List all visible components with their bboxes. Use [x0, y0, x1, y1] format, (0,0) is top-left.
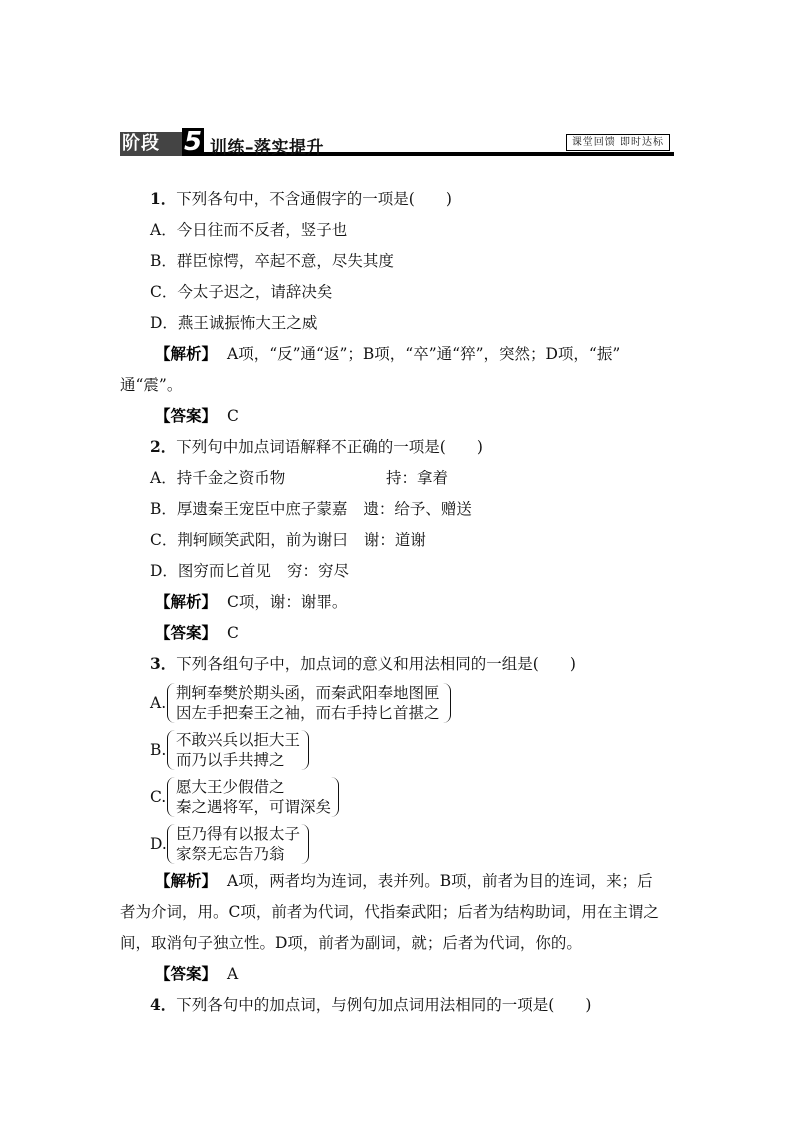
q1-analysis-text: A项，“反”通“返”；B项，“卒”通“猝”，突然；D项，“振” [227, 345, 621, 363]
q3-analysis-cont-1: 者为介词，用。C项，前者为代词，代指秦武阳；后者为结构助词，用在主谓之 [120, 903, 659, 921]
q3-option-d-line2: 家祭无忘告乃翁 [176, 845, 285, 863]
q2-option-a-text: A．持千金之资币物 [150, 469, 286, 487]
left-brace [167, 730, 176, 770]
q1-analysis-cont: 通“震”。 [120, 376, 183, 394]
q2-analysis [155, 592, 347, 612]
analysis-label: 【解析】 [155, 871, 218, 890]
q1-analysis [155, 344, 620, 364]
q2-option-c-text: C．荆轲顾笑武阳，前为谢曰 [150, 531, 348, 549]
q3-option-d-label: D. [150, 835, 167, 853]
q3-analysis [155, 871, 653, 891]
q3-stem [150, 654, 576, 674]
q3-stem-text: 下列各组句子中，加点词的意义和用法相同的一组是( ) [176, 655, 576, 673]
q3-number: 3． [150, 654, 177, 673]
q2-option-a [150, 468, 449, 488]
q3-option-d-line1: 臣乃得有以报太子 [176, 825, 301, 843]
q3-answer [155, 964, 238, 984]
answer-label: 【答案】 [155, 406, 218, 425]
q3-option-b-line1: 不敢兴兵以拒大王 [176, 731, 301, 749]
q2-option-b-text: B．厚遗秦王宠臣中庶子蒙嘉 [150, 500, 348, 518]
q2-analysis-text: C项，谢：谢罪。 [227, 593, 348, 611]
q1-stem-text: 下列各句中，不含通假字的一项是( ) [176, 190, 452, 208]
banner-tag: 课堂回馈 即时达标 [566, 134, 670, 151]
analysis-label: 【解析】 [155, 344, 218, 363]
q4-number: 4． [150, 995, 177, 1014]
q2-option-d-text: D．图穷而匕首见 [150, 562, 271, 580]
q3-option-b [150, 730, 310, 770]
q1-option-d: D．燕王诚振怖大王之威 [150, 314, 318, 332]
q2-option-c-gloss: 谢：道谢 [363, 531, 426, 549]
left-brace [167, 777, 176, 817]
q2-answer-value: C [227, 624, 239, 642]
q3-option-a-label: A. [150, 694, 167, 712]
banner-stage: 阶段 [120, 132, 182, 156]
q2-stem-text: 下列句中加点词语解释不正确的一项是( ) [176, 438, 483, 456]
section-banner [120, 127, 674, 158]
q2-stem [150, 437, 483, 457]
q3-option-a [150, 683, 460, 723]
q1-stem [150, 189, 452, 209]
q3-option-b-label: B. [150, 741, 167, 759]
q2-number: 2． [150, 437, 177, 456]
q3-option-a-line1: 荆轲奉樊於期头函，而秦武阳奉地图匣 [176, 684, 440, 702]
q2-option-d-gloss: 穷：穷尽 [286, 562, 349, 580]
q2-option-b-gloss: 遗：给予、赠送 [363, 500, 472, 518]
left-brace [167, 683, 176, 723]
q3-answer-value: A [227, 965, 239, 983]
right-brace [442, 683, 451, 723]
q2-option-d [150, 561, 349, 581]
q3-option-c-line2: 秦之遇将军，可谓深矣 [176, 798, 332, 816]
q3-option-c-line1: 愿大王少假借之 [176, 778, 285, 796]
banner-stage-number: 5 [183, 127, 203, 157]
q1-option-c: C．今太子迟之，请辞决矣 [150, 283, 333, 301]
q3-option-c [150, 777, 350, 817]
banner-title: 训练–落实提升 [210, 138, 324, 158]
analysis-label: 【解析】 [155, 592, 218, 611]
answer-label: 【答案】 [155, 623, 218, 642]
q1-option-b: B．群臣惊愕，卒起不意，尽失其度 [150, 252, 394, 270]
left-brace [167, 824, 176, 864]
q3-option-a-line2: 因左手把秦王之袖，而右手持匕首揕之 [176, 704, 440, 722]
q2-option-c [150, 530, 426, 550]
q3-analysis-text: A项，两者均为连词，表并列。B项，前者为目的连词，来；后 [227, 872, 653, 890]
q1-number: 1． [150, 189, 177, 208]
q1-option-a: A．今日往而不反者，竖子也 [150, 221, 348, 239]
q3-analysis-cont-2: 间，取消句子独立性。D项，前者为副词，就；后者为代词，你的。 [120, 934, 582, 952]
q2-option-b [150, 499, 472, 519]
q4-stem-text: 下列各句中的加点词，与例句加点词用法相同的一项是( ) [176, 996, 592, 1014]
right-brace [300, 824, 309, 864]
q1-answer-value: C [227, 407, 239, 425]
q3-option-c-label: C. [150, 788, 167, 806]
q2-answer [155, 623, 239, 643]
q1-answer [155, 406, 239, 426]
q3-option-b-line2: 而乃以手共搏之 [176, 751, 285, 769]
right-brace [330, 777, 339, 817]
right-brace [300, 730, 309, 770]
answer-label: 【答案】 [155, 964, 218, 983]
q3-option-d [150, 824, 310, 864]
q2-option-a-gloss: 持：拿着 [386, 469, 449, 487]
q4-stem [150, 995, 591, 1015]
